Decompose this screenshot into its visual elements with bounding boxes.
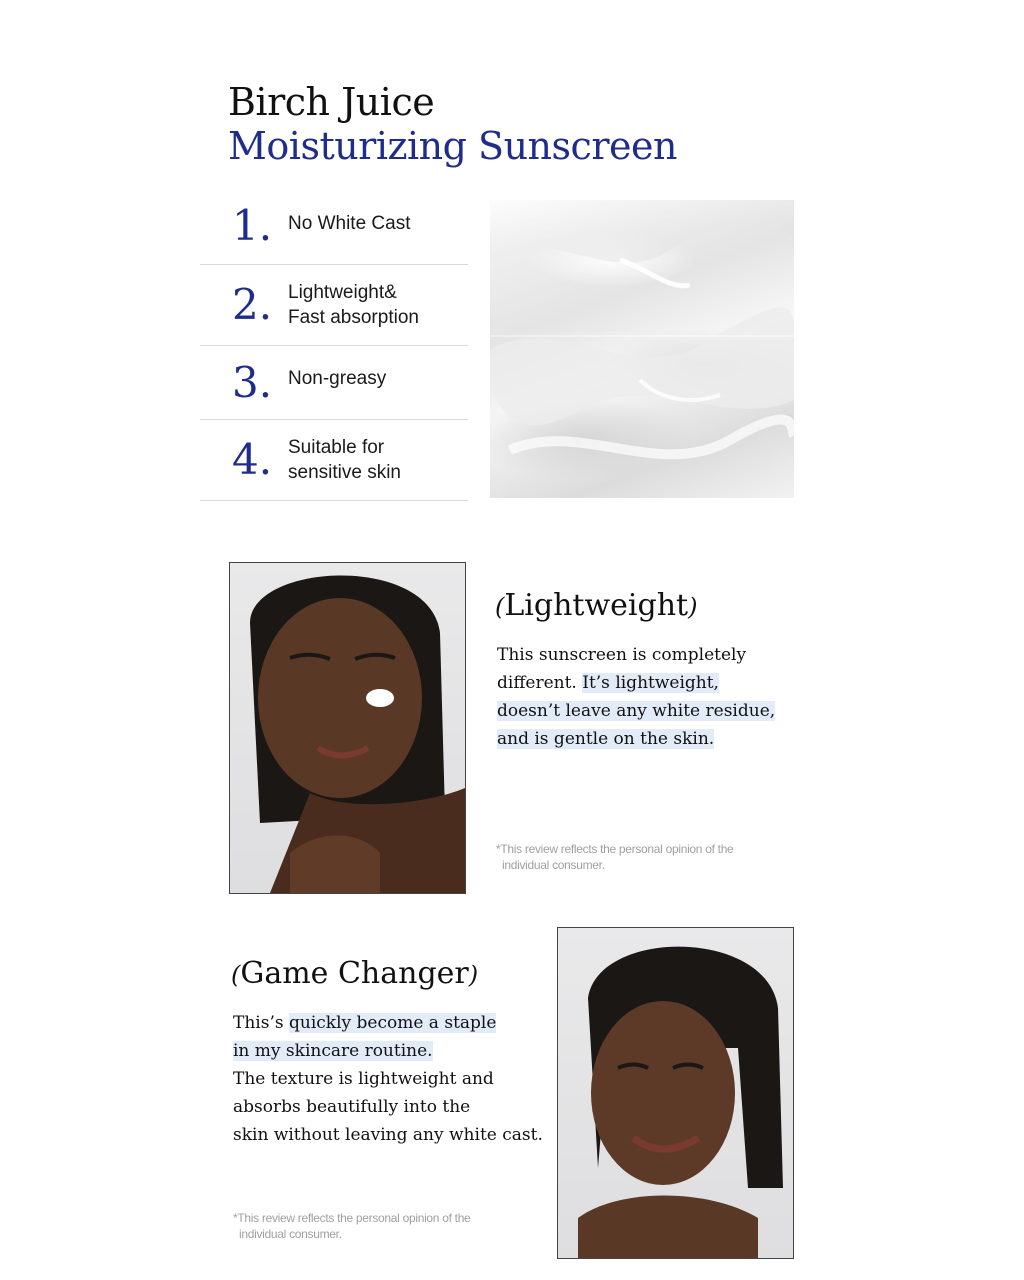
review-2-disclaimer: *This review reflects the personal opinion of the individual consumer. bbox=[233, 1211, 471, 1241]
portrait-illustration bbox=[230, 563, 465, 893]
review-1-body: This sunscreen is completely different. It’s lightweight, doesn’t leave any white residue, and is gentle on the skin. bbox=[497, 645, 776, 749]
review-2-heading: (Game Changer) bbox=[231, 956, 479, 991]
feature-number: 2. bbox=[232, 280, 273, 329]
feature-number: 1. bbox=[232, 201, 273, 250]
feature-text: Suitable for sensitive skin bbox=[288, 437, 401, 483]
feature-text: Lightweight& Fast absorption bbox=[288, 282, 419, 328]
feature-item-4 bbox=[200, 420, 468, 501]
review-1-heading: (Lightweight) bbox=[495, 588, 698, 623]
feature-item-1 bbox=[200, 188, 468, 265]
feature-text: Non-greasy bbox=[288, 368, 387, 389]
portrait-illustration bbox=[558, 928, 793, 1258]
review-2-body: This’s quickly become a staple in my skincare routine. The texture is lightweight and absorbs beautifully into the skin without leaving any white cast. bbox=[233, 1013, 543, 1145]
review-photo-1 bbox=[229, 562, 466, 894]
title-line-1: Birch Juice bbox=[228, 80, 435, 124]
feature-item-3 bbox=[200, 346, 468, 420]
cream-texture-image bbox=[490, 200, 794, 498]
review-photo-2 bbox=[557, 927, 794, 1259]
title-line-2: Moisturizing Sunscreen bbox=[228, 124, 677, 168]
feature-item-2 bbox=[200, 265, 468, 346]
cream-swirl-graphic bbox=[490, 200, 794, 498]
feature-number: 3. bbox=[232, 357, 273, 407]
feature-text: No White Cast bbox=[288, 212, 411, 234]
feature-list bbox=[200, 188, 468, 501]
review-1-disclaimer: *This review reflects the personal opinion of the individual consumer. bbox=[496, 842, 734, 872]
feature-number: 4. bbox=[232, 435, 273, 484]
